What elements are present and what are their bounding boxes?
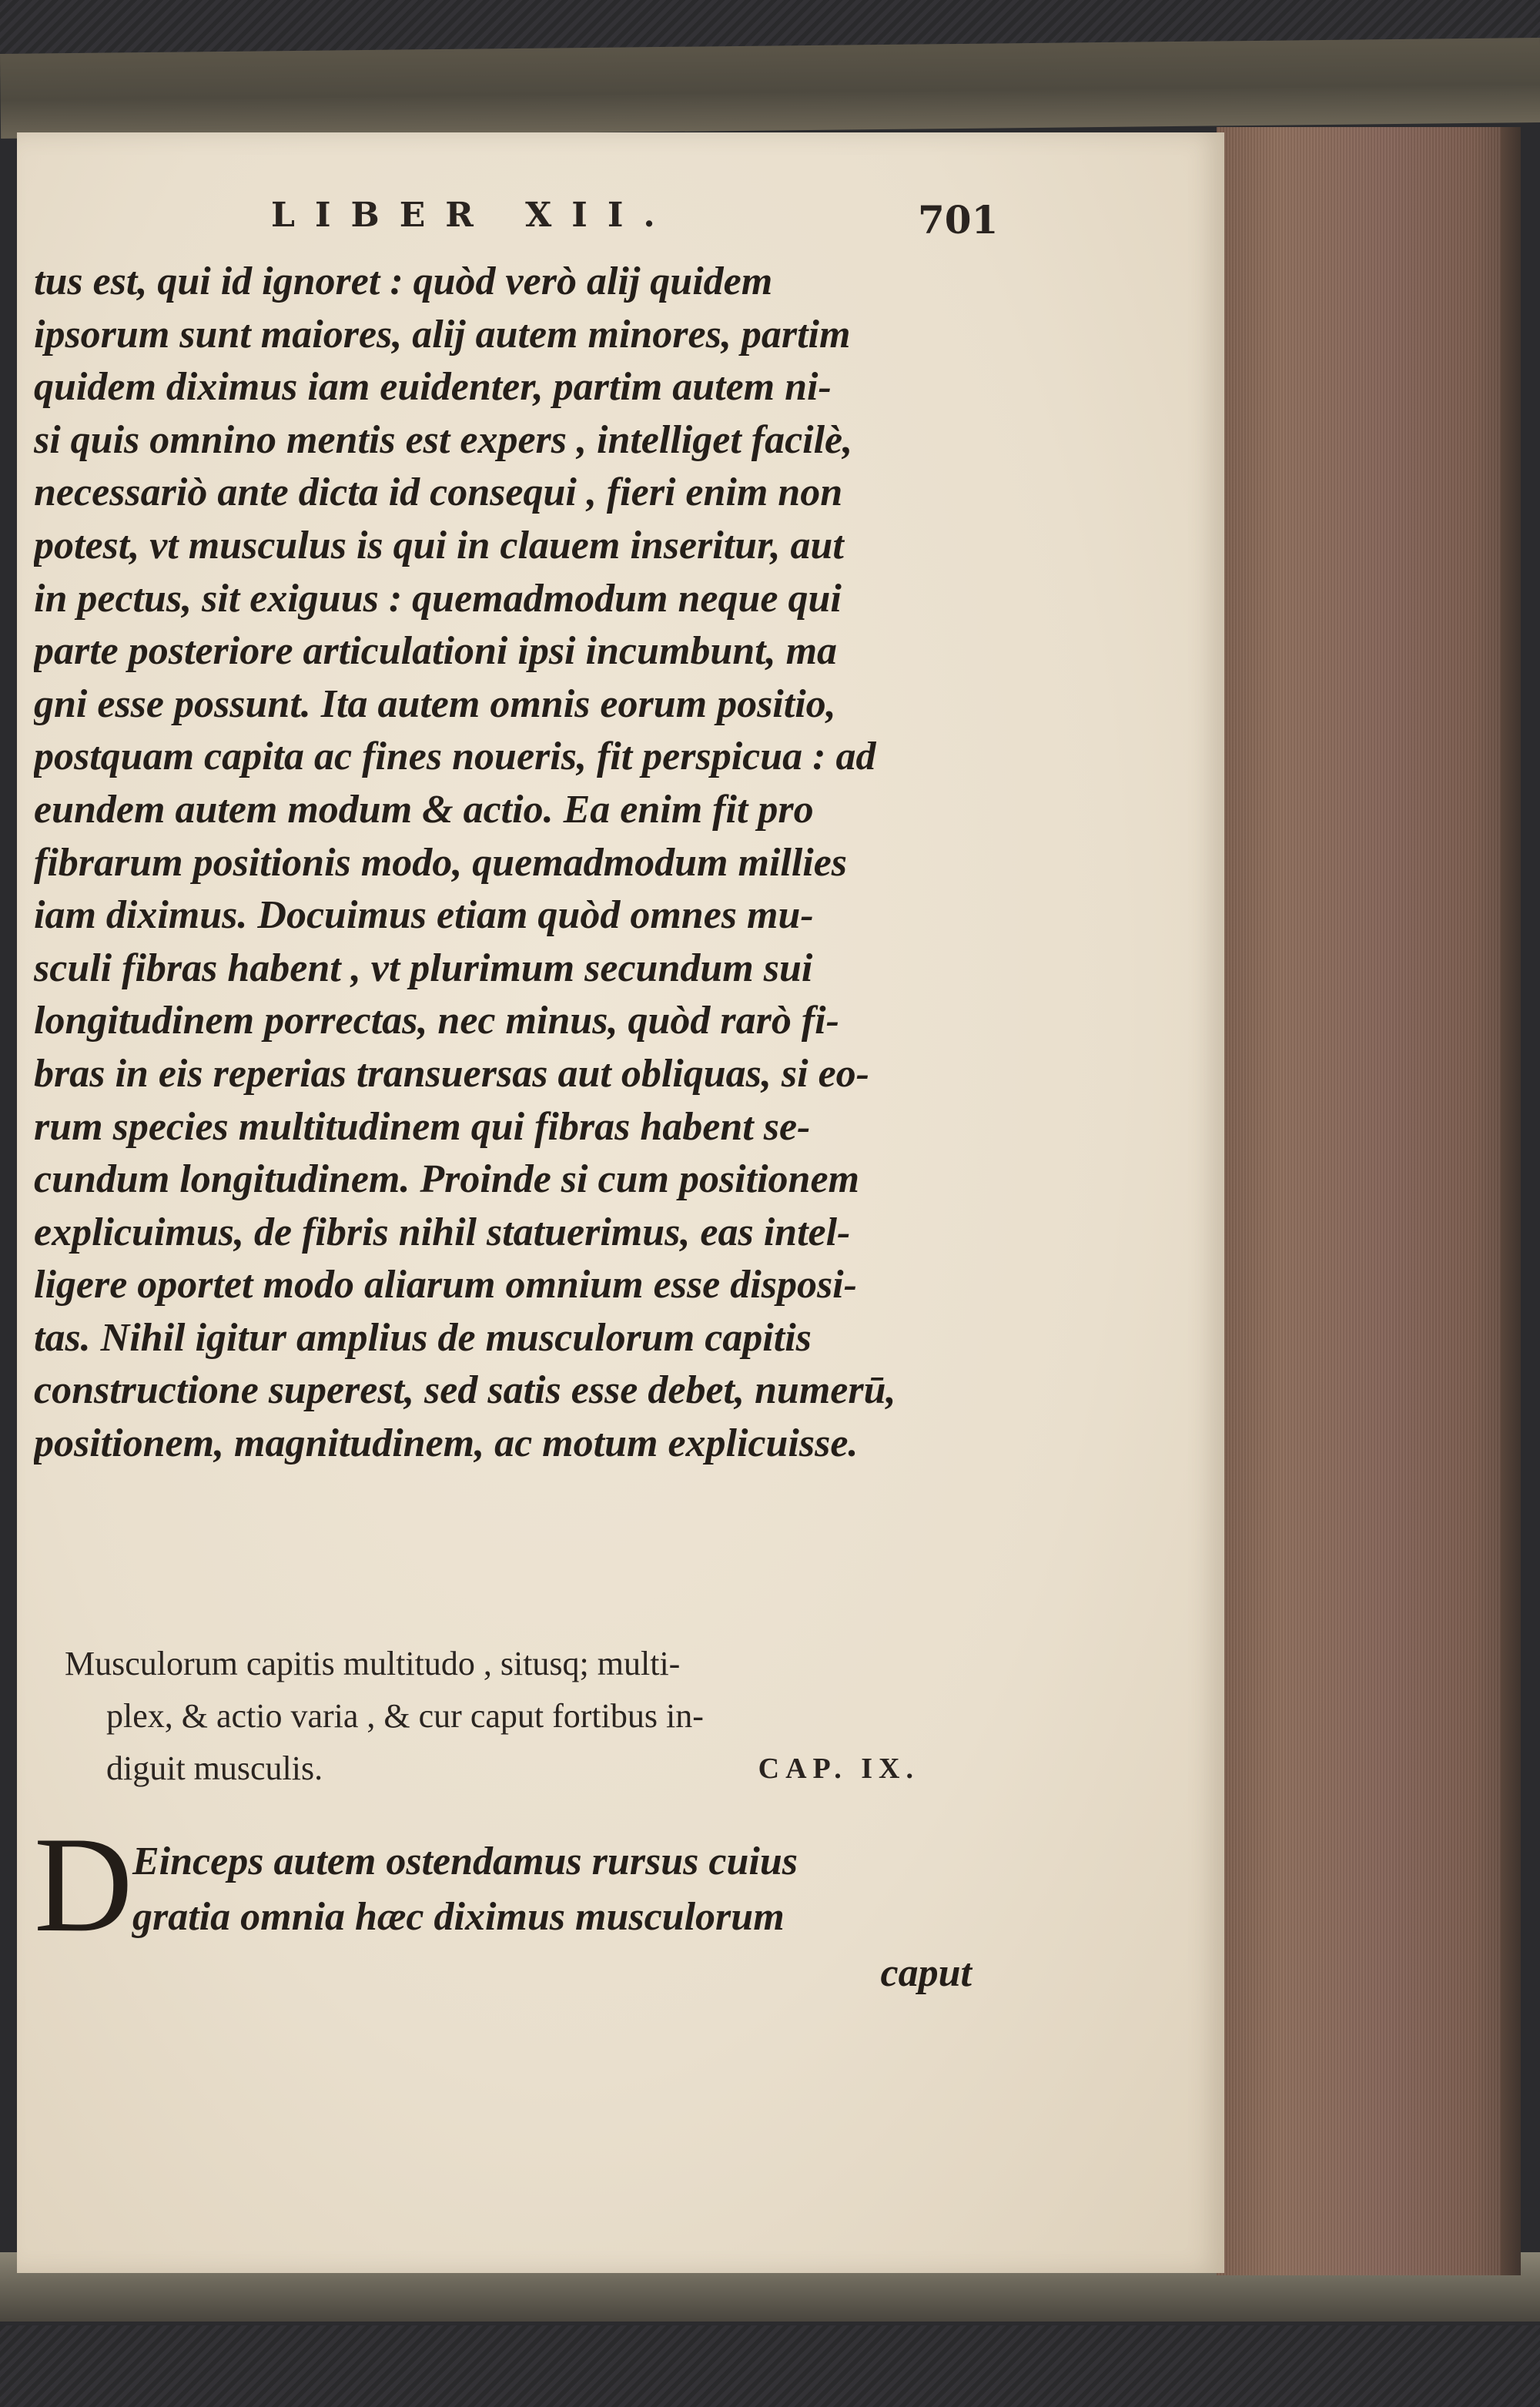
text-line: eundem autem modum & actio. Ea enim fit pro bbox=[34, 787, 814, 832]
text-line: fibrarum positionis modo, quemadmodum millies bbox=[34, 840, 848, 885]
page-block-edges bbox=[1217, 127, 1521, 2275]
text-line: gratia omnia hæc diximus musculorum bbox=[132, 1895, 785, 1939]
text-line: constructione superest, sed satis esse debet, numerū, bbox=[34, 1368, 896, 1413]
chapter-heading-line: plex, & actio varia , & cur caput fortibus in- bbox=[106, 1697, 704, 1735]
text-line: tus est, qui id ignoret : quòd verò alij quidem bbox=[34, 259, 773, 303]
text-line: in pectus, sit exiguus : quemadmodum neque qui bbox=[34, 576, 842, 621]
text-line: ligere oportet modo aliarum omnium esse disposi- bbox=[34, 1263, 857, 1307]
text-line: sculi fibras habent , vt plurimum secundum sui bbox=[34, 946, 813, 990]
chapter-heading bbox=[65, 1638, 973, 1795]
text-line: rum species multitudinem qui fibras habent se- bbox=[34, 1104, 811, 1149]
body-text bbox=[34, 256, 973, 1471]
chapter-heading-line: Musculorum capitis multitudo , situsq; multi- bbox=[65, 1645, 681, 1682]
text-line: explicuimus, de fibris nihil statuerimus, eas intel- bbox=[34, 1210, 851, 1254]
catchword: caput bbox=[880, 1951, 972, 1995]
text-line: parte posteriore articulationi ipsi incumbunt, ma bbox=[34, 629, 838, 674]
text-line: ipsorum sunt maiores, alij autem minores, partim bbox=[34, 312, 851, 357]
chapter-opening-text bbox=[132, 1834, 973, 1945]
text-line: si quis omnino mentis est expers , intelliget facilè, bbox=[34, 417, 853, 462]
page-content bbox=[17, 132, 1224, 2273]
text-line: bras in eis reperias transuersas aut obliquas, si eo- bbox=[34, 1051, 869, 1096]
text-line: gni esse possunt. Ita autem omnis eorum positio, bbox=[34, 681, 836, 726]
page-number: 701 bbox=[918, 197, 999, 243]
book-cover-top-edge bbox=[0, 38, 1540, 139]
text-line: longitudinem porrectas, nec minus, quòd rarò fi- bbox=[34, 999, 839, 1043]
chapter-heading-text: diguit musculis. bbox=[106, 1749, 323, 1787]
text-line: tas. Nihil igitur amplius de musculorum capitis bbox=[34, 1315, 812, 1360]
text-line: potest, vt musculus is qui in clauem inseritur, aut bbox=[34, 523, 844, 567]
text-line: positionem, magnitudinem, ac motum explicuisse. bbox=[34, 1421, 859, 1466]
text-line: cundum longitudinem. Proinde si cum positionem bbox=[34, 1157, 859, 1202]
book-page bbox=[17, 132, 1224, 2273]
text-line: necessariò ante dicta id consequi , fieri enim non bbox=[34, 470, 843, 515]
background-cloth-bottom bbox=[0, 2325, 1540, 2407]
chapter-heading-line-last bbox=[65, 1742, 973, 1795]
text-line: Einceps autem ostendamus rursus cuius bbox=[132, 1840, 798, 1883]
text-line: iam diximus. Docuimus etiam quòd omnes mu- bbox=[34, 893, 814, 938]
running-head: LIBER XII. bbox=[271, 196, 675, 235]
text-line: postquam capita ac fines noueris, fit perspicua : ad bbox=[34, 735, 876, 779]
chapter-label: CAP. IX. bbox=[758, 1753, 919, 1785]
text-line: quidem diximus iam euidenter, partim autem ni- bbox=[34, 365, 832, 410]
drop-cap: D bbox=[34, 1808, 133, 1960]
